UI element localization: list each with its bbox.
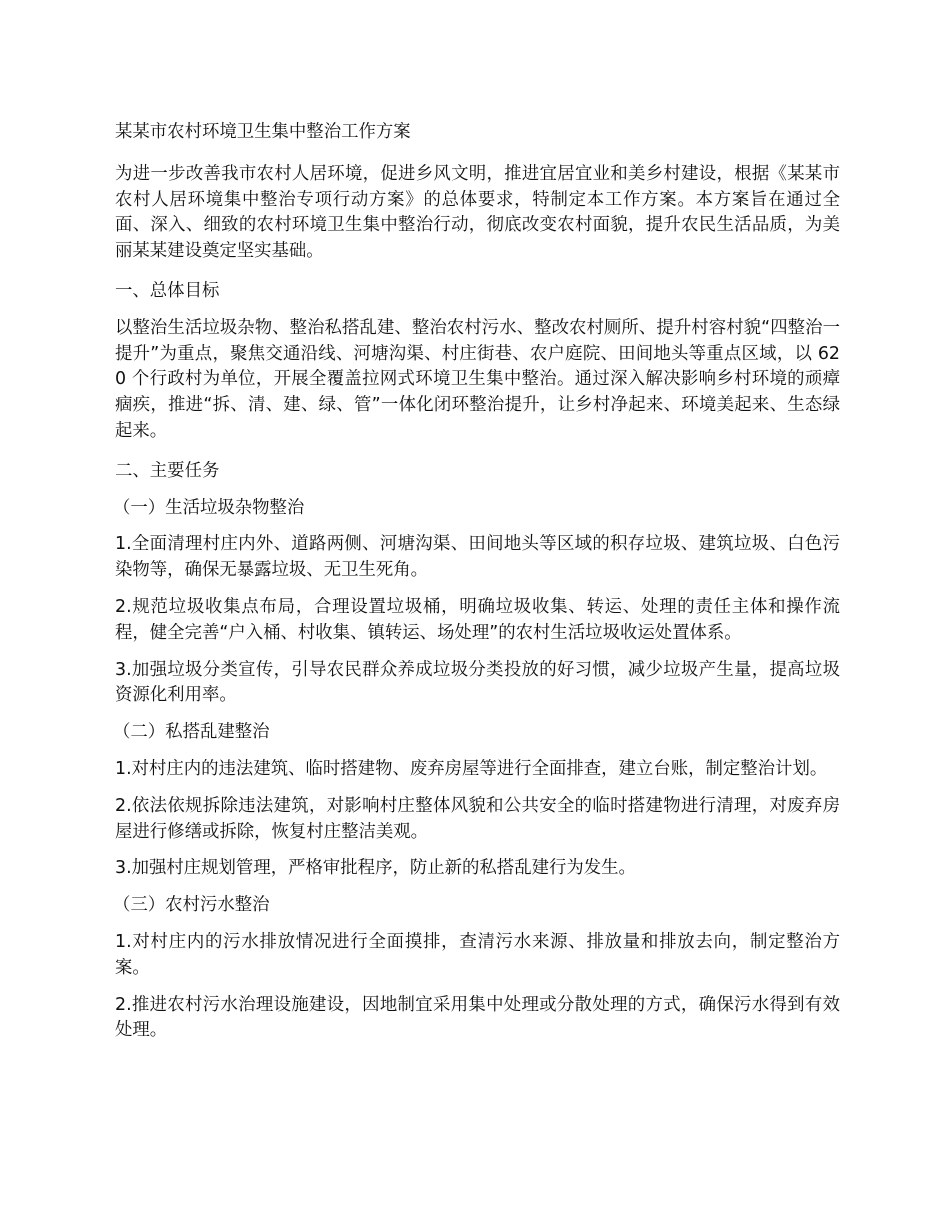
subsection-heading-illegal-construction: （二）私搭乱建整治 [113,722,270,743]
section-heading-main-tasks: 二、主要任务 [115,460,220,481]
document-body [115,120,840,1044]
list-item: 1.对村庄内的污水排放情况进行全面摸排，查清污水来源、排放量和排放去向，制定整治方案。 [115,931,840,978]
section-heading-overall-goal: 一、总体目标 [115,280,220,301]
list-item: 1.全面清理村庄内外、道路两侧、河塘沟渠、田间地头等区域的积存垃圾、建筑垃圾、白色污染物等，确保无暴露垃圾、无卫生死角。 [115,534,840,581]
intro-paragraph: 为进一步改善我市农村人居环境，促进乡风文明，推进宜居宜业和美乡村建设，根据《某某市农村人居环境集中整治专项行动方案》的总体要求，特制定本工作方案。本方案旨在通过全面、深入、细致的农村环境卫生集中整治行动，彻底改变农村面貌，提升农民生活品质，为美丽某某建设奠定坚实基础。 [115,163,840,262]
list-item: 3.加强垃圾分类宣传，引导农民群众养成垃圾分类投放的好习惯，减少垃圾产生量，提高垃圾资源化利用率。 [115,659,840,706]
page-title: 某某市农村环境卫生集中整治工作方案 [115,122,411,142]
subsection-heading-rural-sewage: （三）农村污水整治 [113,895,270,916]
list-item: 2.规范垃圾收集点布局，合理设置垃圾桶，明确垃圾收集、转运、处理的责任主体和操作流程，健全完善“户入桶、村收集、镇转运、场处理”的农村生活垃圾收运处置体系。 [115,596,840,643]
section-paragraph: 以整治生活垃圾杂物、整治私搭乱建、整治农村污水、整改农村厕所、提升村容村貌“四整治一提升”为重点，聚焦交通沿线、河塘沟渠、村庄街巷、农户庭院、田间地头等重点区域，以 620 个行政村为单位，开展全覆盖拉网式环境卫生集中整治。通过深入解决影响乡村环境的顽瘴痼疾，推进“拆、清、建、绿、管”一体化闭环整治提升，让乡村净起来、环境美起来、生态绿起来。 [115,317,840,441]
list-item: 1.对村庄内的违法建筑、临时搭建物、废弃房屋等进行全面排查，建立台账，制定整治计划。 [115,758,828,779]
subsection-heading-household-waste: （一）生活垃圾杂物整治 [113,497,305,518]
list-item: 2.推进农村污水治理设施建设，因地制宜采用集中处理或分散处理的方式，确保污水得到有效处理。 [115,994,840,1041]
list-item: 2.依法依规拆除违法建筑，对影响村庄整体风貌和公共安全的临时搭建物进行清理，对废弃房屋进行修缮或拆除，恢复村庄整洁美观。 [115,795,840,842]
list-item: 3.加强村庄规划管理，严格审批程序，防止新的私搭乱建行为发生。 [115,858,636,879]
